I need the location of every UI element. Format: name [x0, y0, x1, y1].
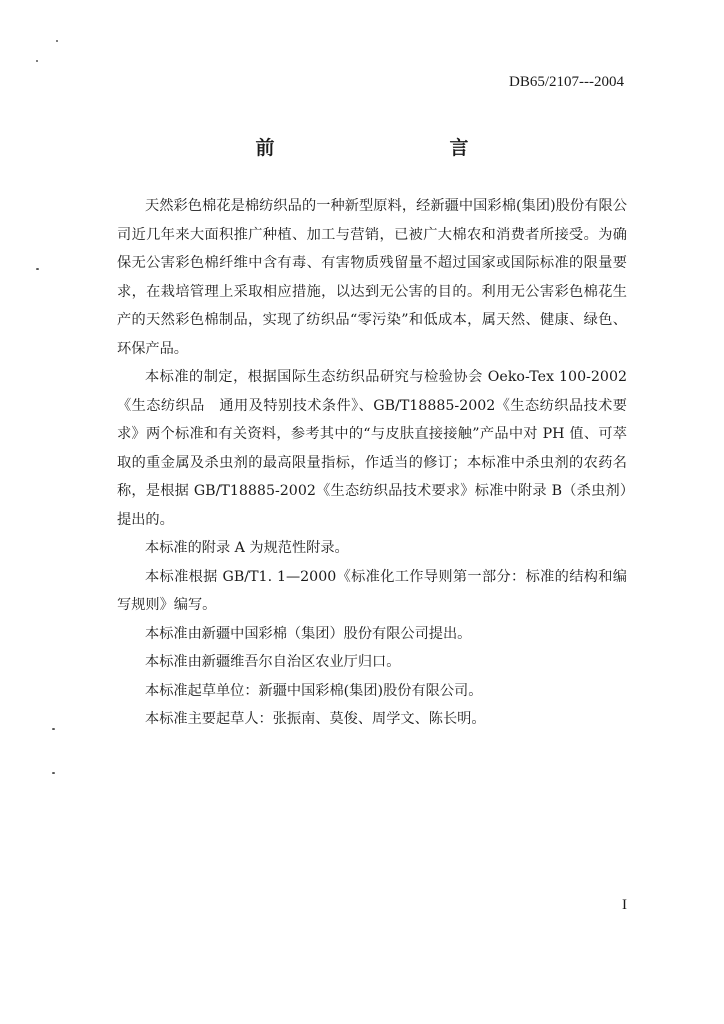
- scan-speck: [36, 60, 38, 62]
- paragraph-intro: 天然彩色棉花是棉纺织品的一种新型原料，经新疆中国彩棉(集团)股份有限公司近几年来大面积推广种植、加工与营销，已被广大棉农和消费者所接受。为确保无公害彩色棉纤维中含有毒、有害物质残留量不超过国家或国际标准的限量要求，在栽培管理上采取相应措施，以达到无公害的目的。利用无公害彩色棉花生产的天然彩色棉制品，实现了纺织品“零污染”和低成本，属天然、健康、绿色、环保产品。: [117, 198, 627, 357]
- paragraph-drafting-rules: 本标准根据 GB/T1. 1—2000《标准化工作导则第一部分：标准的结构和编写规则》编写。: [117, 568, 627, 613]
- scan-speck: [56, 40, 58, 42]
- paragraph-drafters: 本标准主要起草人：张振南、莫俊、周学文、陈长明。: [145, 711, 486, 727]
- paragraph-drafting-unit: 本标准起草单位：新疆中国彩棉(集团)股份有限公司。: [145, 682, 483, 699]
- page-title: 前 言: [255, 137, 547, 159]
- paragraph-administrator: 本标准由新疆维吾尔自治区农业厅归口。: [145, 654, 401, 670]
- paragraph-basis: 本标准的制定，根据国际生态纺织品研究与检验协会 Oeko-Tex 100-2002《生态纺织品 通用及特别技术条件》、GB/T18885-2002《生态纺织品技术要求》两个标准和有关资料，参考其中的“与皮肤直接接触”产品中对 PH 值、可萃取的重金属及杀虫剂的最高限量指标，作适当的修订；本标准中杀虫剂的农药名称，是根据 GB/T18885-2002《生态纺织品技术要求》标准中附录 B（杀虫剂）提出的。: [117, 369, 627, 528]
- foreword-body: [117, 192, 627, 734]
- scan-speck: [52, 728, 55, 730]
- paragraph-proposer: 本标准由新疆中国彩棉（集团）股份有限公司提出。: [145, 625, 472, 642]
- scan-speck: [52, 772, 55, 774]
- standard-number: DB65/2107---2004: [509, 74, 624, 90]
- paragraph-annex: 本标准的附录 A 为规范性附录。: [145, 540, 349, 556]
- scan-speck: [36, 268, 39, 270]
- page-number: I: [622, 897, 627, 913]
